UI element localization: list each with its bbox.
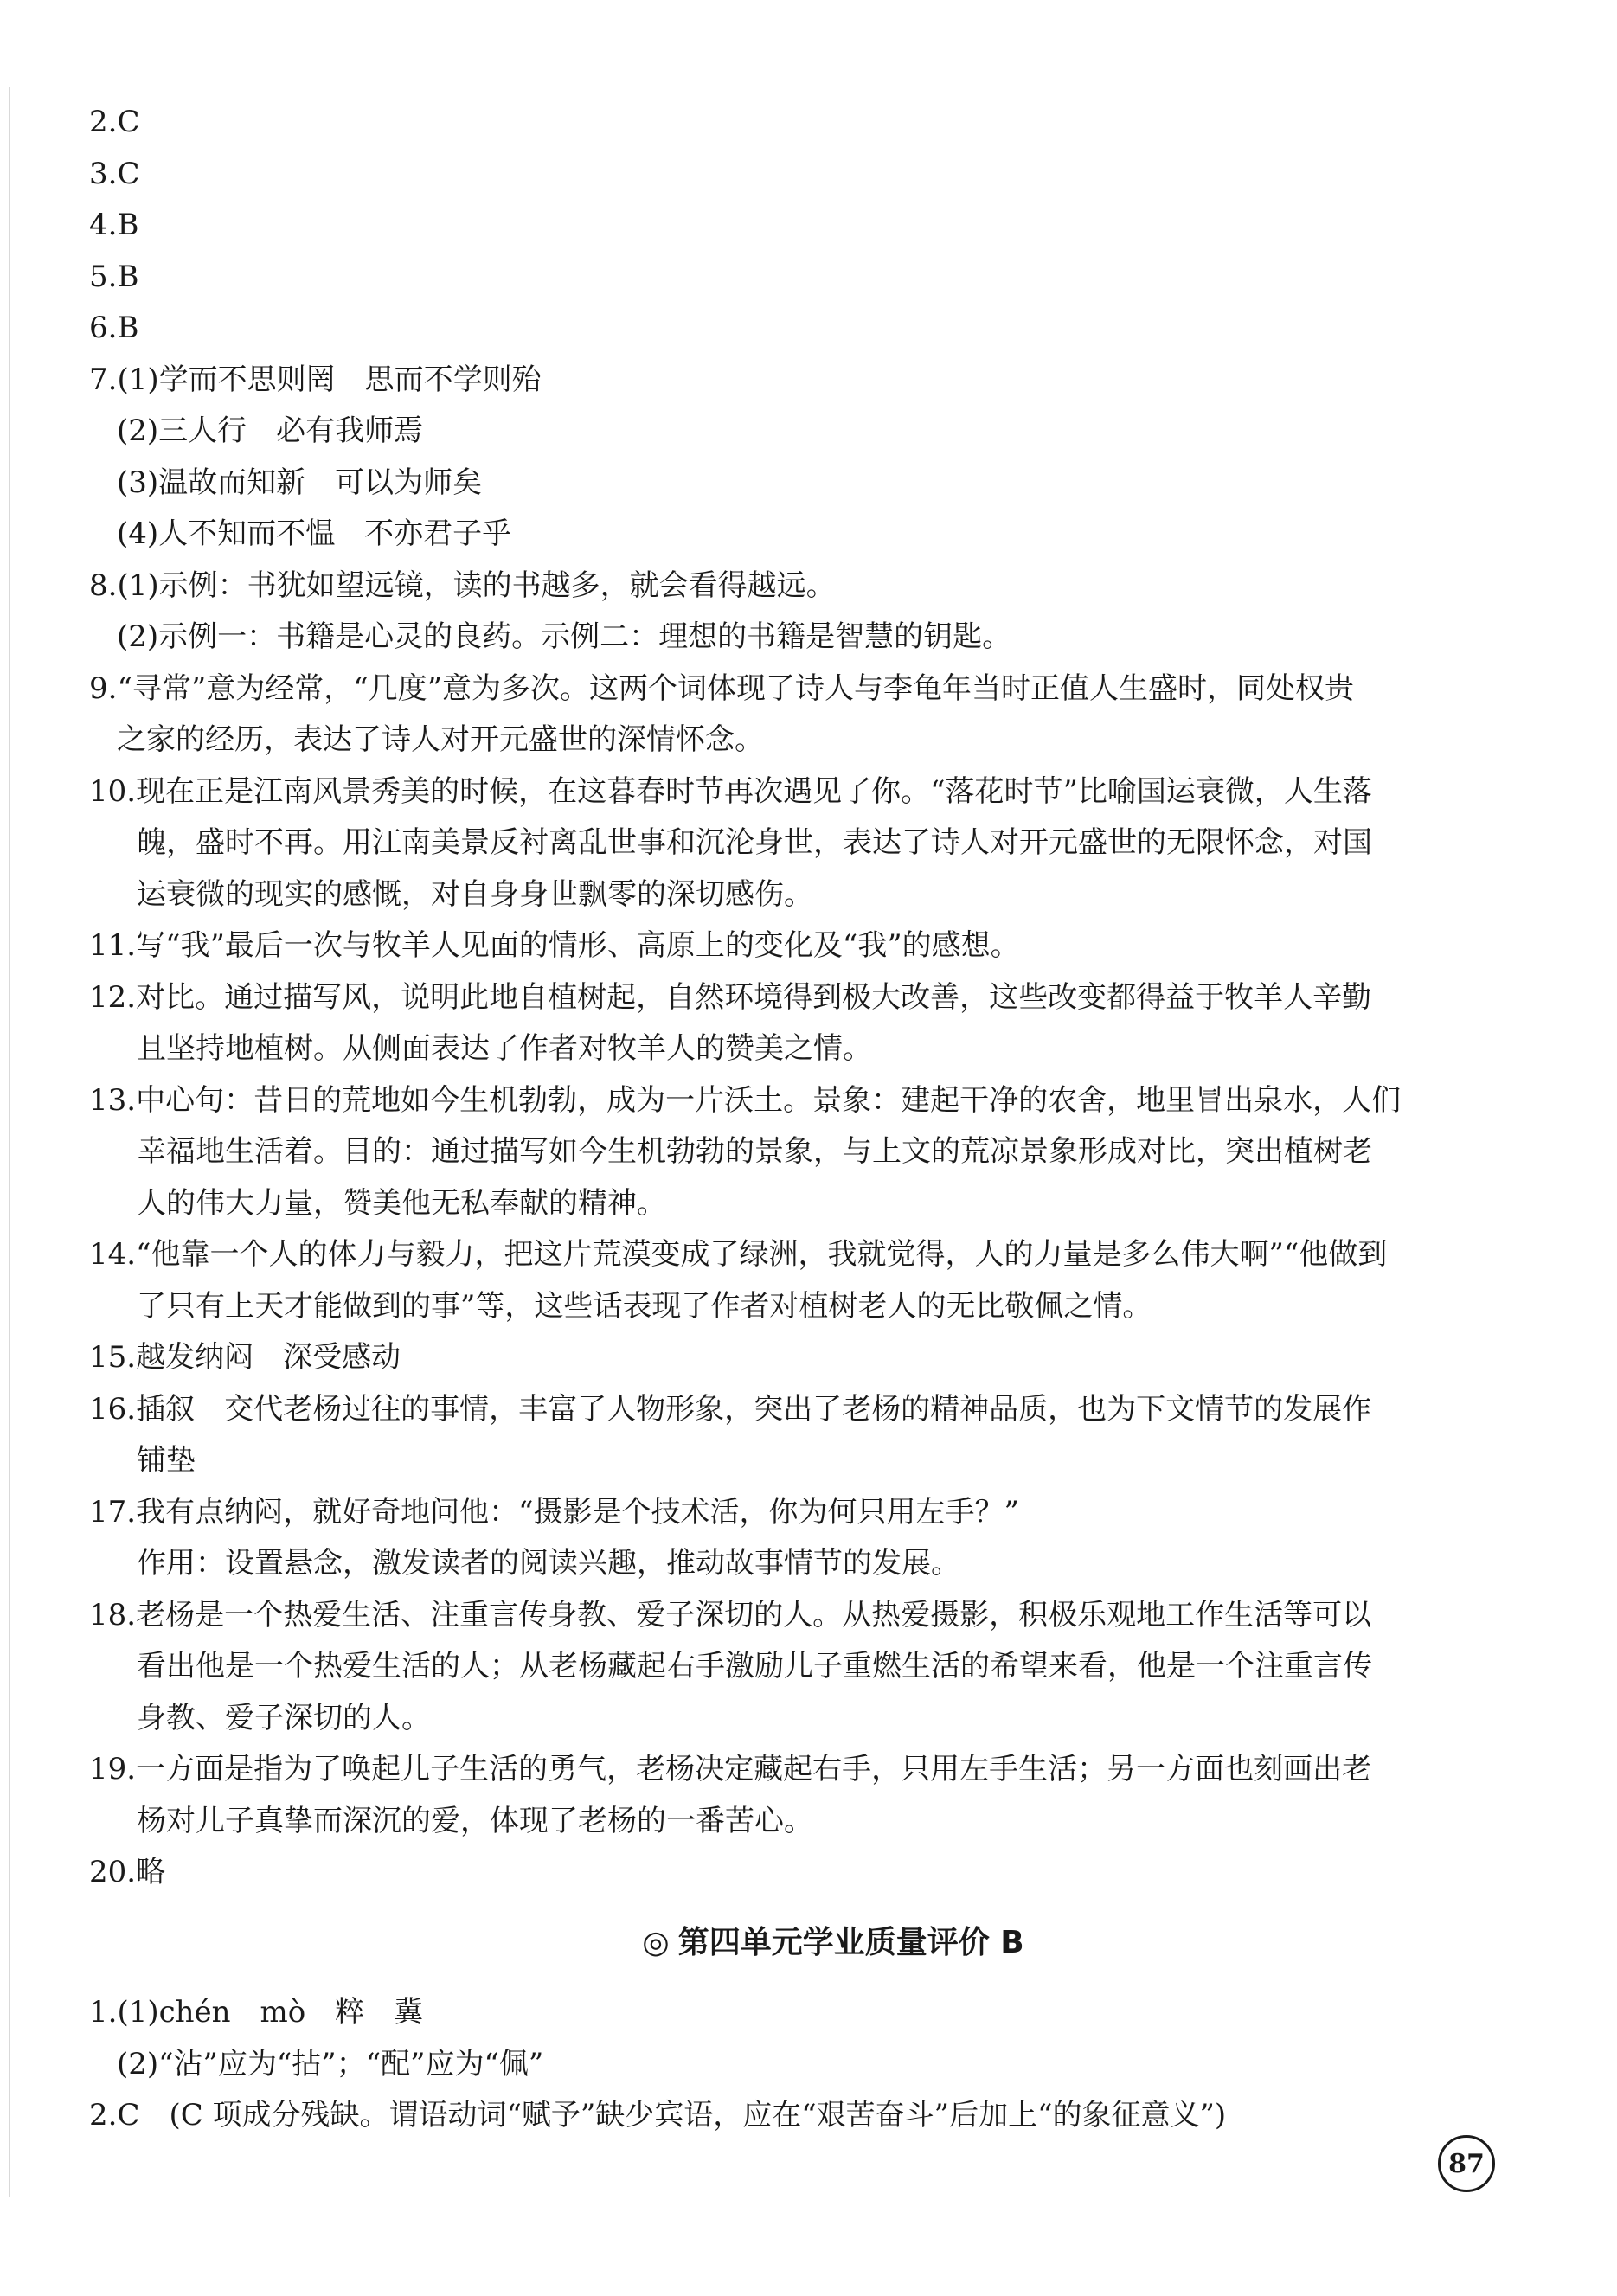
answer-line: 3.C: [89, 156, 140, 191]
answer-line: 铺垫: [137, 1443, 196, 1478]
answer-line: 2.C: [89, 105, 140, 139]
page-number-text: 87: [1448, 2148, 1485, 2179]
margin-rule: [9, 87, 10, 2197]
answer-line: 19.一方面是指为了唤起儿子生活的勇气，老杨决定藏起右手，只用左手生活；另一方面也刻画出老: [89, 1752, 1372, 1786]
answer-line: 10.现在正是江南风景秀美的时候，在这暮春时节再次遇见了你。“落花时节”比喻国运衰微，人生落: [89, 773, 1372, 809]
answer-list-bottom: [89, 1987, 1508, 2142]
answer-content: [89, 97, 1508, 2142]
answer-line: 身教、爱子深切的人。: [137, 1700, 431, 1735]
answer-line: 1.(1)chén mò 粹 冀: [89, 1995, 424, 2030]
answer-line: 运衰微的现实的感慨，对自身身世飘零的深切感伤。: [137, 876, 813, 912]
answer-line: 14.“他靠一个人的体力与毅力，把这片荒漠变成了绿洲，我就觉得，人的力量是多么伟大啊”“他做到: [89, 1237, 1388, 1272]
answer-line: 18.老杨是一个热爱生活、注重言传身教、爱子深切的人。从热爱摄影，积极乐观地工作生活等可以: [89, 1597, 1372, 1632]
answer-line: (3)温故而知新 可以为师矣: [117, 465, 483, 500]
answer-line: 17.我有点纳闷，就好奇地问他：“摄影是个技术活，你为何只用左手？”: [89, 1494, 1019, 1530]
answer-line: 杨对儿子真挚而深沉的爱，体现了老杨的一番苦心。: [137, 1803, 813, 1838]
page-number: [1438, 2135, 1495, 2192]
answer-line: 8.(1)示例：书犹如望远镜，读的书越多，就会看得越远。: [89, 568, 836, 603]
answer-line: 且坚持地植树。从侧面表达了作者对牧羊人的赞美之情。: [137, 1031, 872, 1066]
answer-line: 13.中心句：昔日的荒地如今生机勃勃，成为一片沃土。景象：建起干净的农舍，地里冒出泉水，人们: [89, 1082, 1402, 1118]
answer-line: 12.对比。通过描写风，说明此地自植树起，自然环境得到极大改善，这些改变都得益于牧羊人辛勤: [89, 979, 1372, 1015]
answer-line: 15.越发纳闷 深受感动: [89, 1340, 401, 1375]
answer-line: 4.B: [89, 208, 139, 242]
answer-line: 了只有上天才能做到的事”等，这些话表现了作者对植树老人的无比敬佩之情。: [137, 1288, 1152, 1324]
answer-line: 11.写“我”最后一次与牧羊人见面的情形、高原上的变化及“我”的感想。: [89, 928, 1020, 963]
section-title: 第四单元学业质量评价 B: [677, 1924, 1024, 1960]
answer-line: 6.B: [89, 311, 139, 345]
answer-line: 9.“寻常”意为经常，“几度”意为多次。这两个词体现了诗人与李龟年当时正值人生盛时，同处权贵: [89, 670, 1354, 706]
answer-line: (2)“沾”应为“拈”；“配”应为“佩”: [117, 2046, 544, 2081]
circle-mark-icon: ◎: [642, 1924, 670, 1960]
answer-line: 5.B: [89, 259, 139, 294]
answer-line: (4)人不知而不愠 不亦君子乎: [117, 516, 512, 551]
answer-line: 看出他是一个热爱生活的人；从老杨藏起右手激励儿子重燃生活的希望来看，他是一个注重言传: [137, 1649, 1372, 1684]
answer-line: 16.插叙 交代老杨过往的事情，丰富了人物形象，突出了老杨的精神品质，也为下文情节的发展作: [89, 1391, 1372, 1427]
answer-line: 之家的经历，表达了诗人对开元盛世的深情怀念。: [117, 722, 764, 757]
answer-list-top: [89, 97, 1508, 1899]
answer-line: 2.C (C 项成分残缺。谓语动词“赋予”缺少宾语，应在“艰苦奋斗”后加上“的象征意义”): [89, 2098, 1227, 2132]
answer-line: 作用：设置悬念，激发读者的阅读兴趣，推动故事情节的发展。: [137, 1546, 960, 1581]
section-heading: [89, 1917, 1508, 1969]
answer-line: 20.略: [89, 1855, 166, 1889]
answer-line: 7.(1)学而不思则罔 思而不学则殆: [89, 362, 542, 397]
answer-line: 人的伟大力量，赞美他无私奉献的精神。: [137, 1185, 666, 1221]
answer-line: (2)示例一：书籍是心灵的良药。示例二：理想的书籍是智慧的钥匙。: [117, 619, 1012, 654]
answer-line: 幸福地生活着。目的：通过描写如今生机勃勃的景象，与上文的荒凉景象形成对比，突出植树老: [137, 1134, 1372, 1169]
answer-line: 魄，盛时不再。用江南美景反衬离乱世事和沉沦身世，表达了诗人对开元盛世的无限怀念，对国: [137, 825, 1372, 860]
answer-line: (2)三人行 必有我师焉: [117, 414, 424, 448]
